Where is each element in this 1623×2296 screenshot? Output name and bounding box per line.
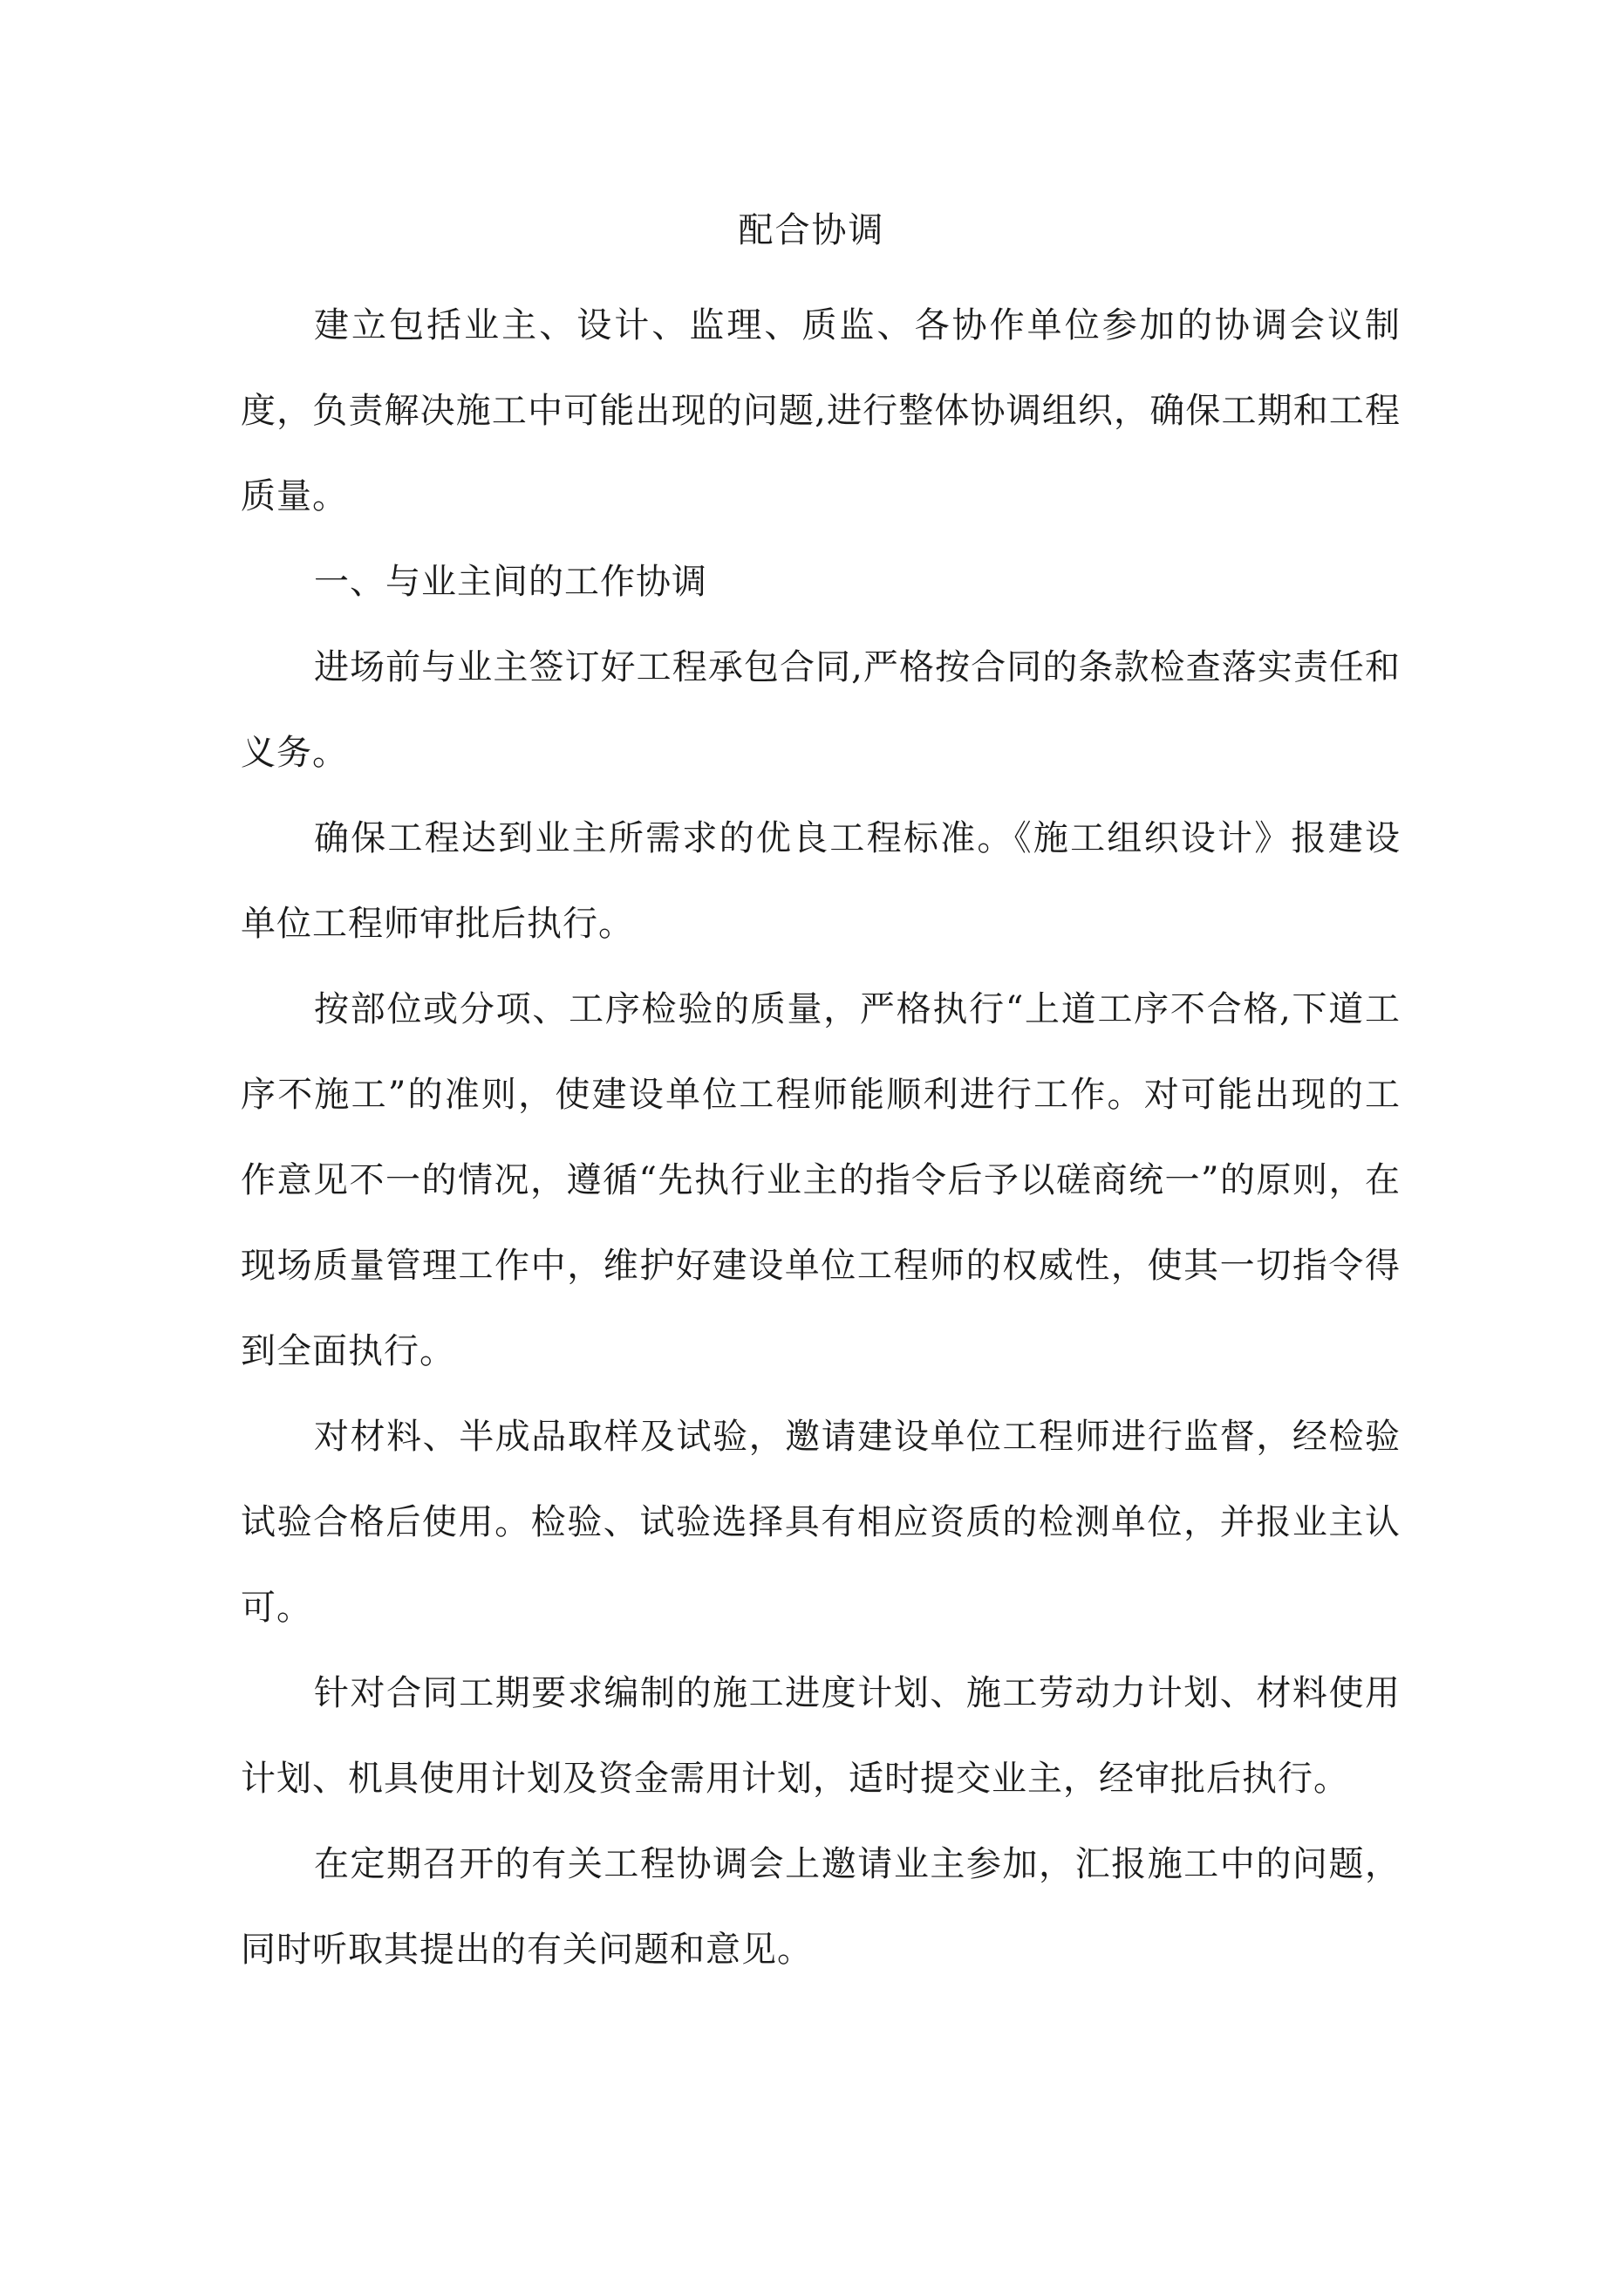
paragraph-intro: 建立包括业主、设计、监理、质监、各协作单位参加的协调会议制度，负责解决施工中可能出现的问题,进行整体协调组织，确保工期和工程质量。 <box>241 305 1401 516</box>
paragraph-coordination-meetings: 在定期召开的有关工程协调会上邀请业主参加，汇报施工中的问题，同时听取其提出的有关问题和意见。 <box>241 1844 1401 1970</box>
paragraph-schedule-plans: 针对合同工期要求编制的施工进度计划、施工劳动力计划、材料使用计划、机具使用计划及资金需用计划，适时提交业主，经审批后执行。 <box>241 1673 1401 1799</box>
section-heading-owner-coordination: 一、与业主间的工作协调 <box>314 562 707 602</box>
document-body <box>241 283 1401 1992</box>
paragraph-inspection: 按部位或分项、工序检验的质量，严格执行“上道工序不合格,下道工序不施工”的准则，使建设单位工程师能顺利进行工作。对可能出现的工作意见不一的情况，遵循“先执行业主的指令后予以磋商统一”的原则，在现场质量管理工作中，维护好建设单位工程师的权威性，使其一切指令得到全面执行。 <box>241 989 1401 1371</box>
paragraph-materials-testing: 对材料、半成品取样及试验，邀请建设单位工程师进行监督，经检验试验合格后使用。检验、试验选择具有相应资质的检测单位，并报业主认可。 <box>241 1417 1401 1628</box>
paragraph-quality-standard: 确保工程达到业主所需求的优良工程标准。《施工组织设计》报建设单位工程师审批后执行。 <box>241 818 1401 944</box>
paragraph-contract: 进场前与业主签订好工程承包合同,严格按合同的条款检查落实责任和义务。 <box>241 647 1401 773</box>
document-title: 配合协调 <box>738 210 885 250</box>
